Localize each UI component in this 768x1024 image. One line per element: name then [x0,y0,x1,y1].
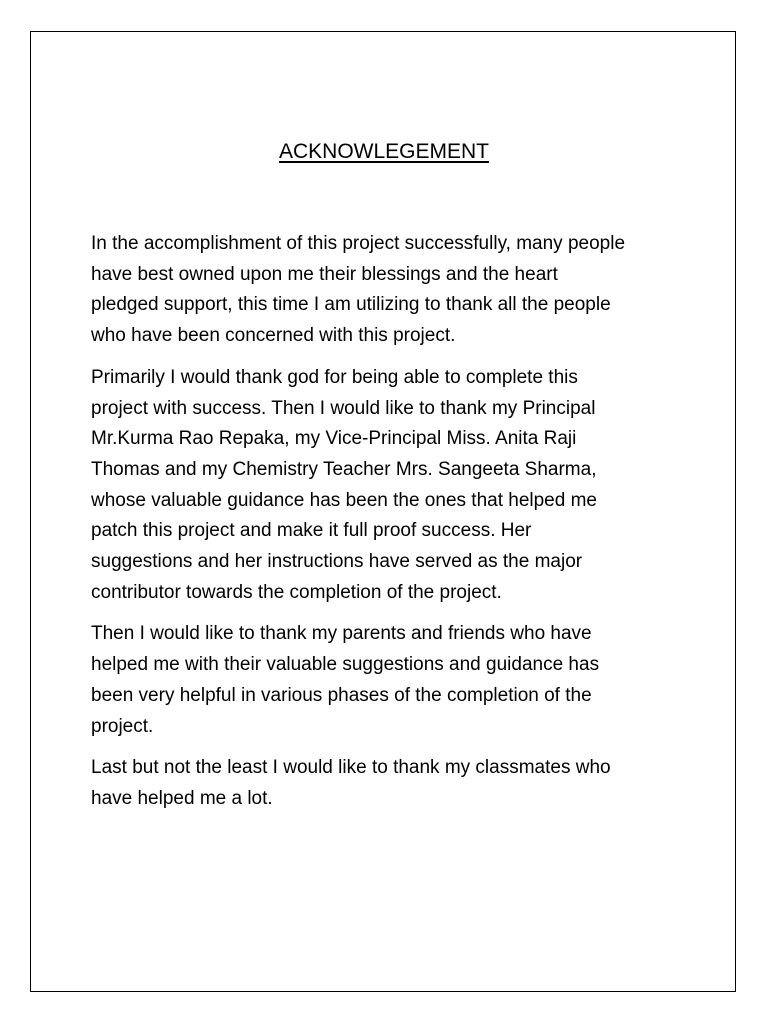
paragraph: In the accomplishment of this project successfully, many people have best owned upon me their blessings and the heart pledged support, this time I am utilizing to thank all the people who have been concerned with this project. [91,233,626,347]
document-body [91,229,691,826]
paragraph: Primarily I would thank god for being able to complete this project with success. Then I would like to thank my Principal Mr.Kurma Rao Repaka, my Vice-Principal Miss. Anita Raji Thomas and my Chemistry Teacher Mrs. Sangeeta Sharma, whose valuable guidance has been the ones that helped me patch this project and make it full proof success. Her suggestions and her instructions have served as the major contributor towards the completion of the project. [91,366,597,603]
document-title: ACKNOWLEGEMENT [278,140,490,163]
paragraph: Last but not the least I would like to thank my classmates who have helped me a lot. [91,757,611,809]
paragraph: Then I would like to thank my parents and friends who have helped me with their valuable suggestions and guidance has been very helpful in various phases of the completion of the project. [91,623,600,737]
